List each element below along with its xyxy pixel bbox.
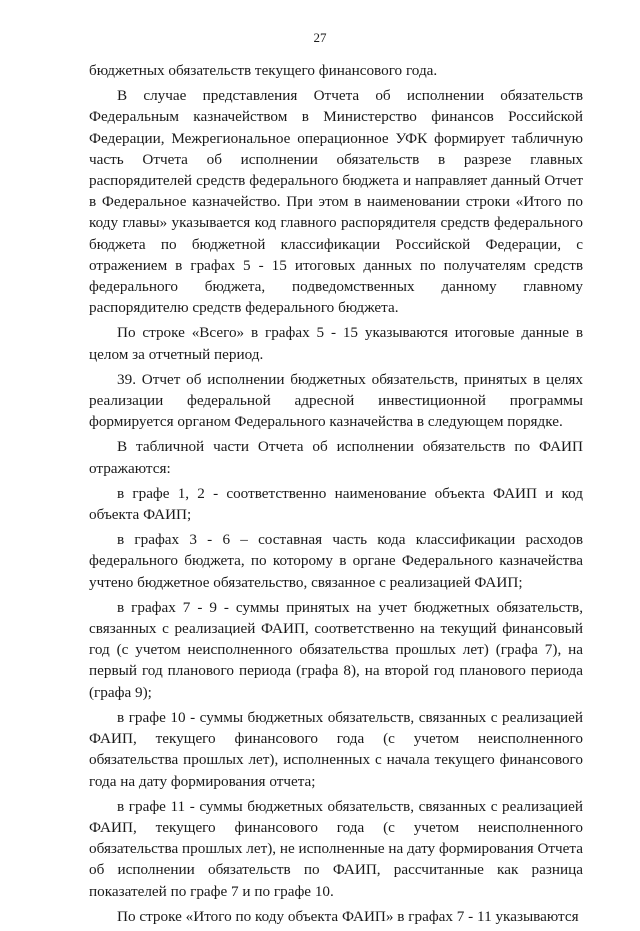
- paragraph-columns-1-2: в графе 1, 2 - соответственно наименование объекта ФАИП и код объекта ФАИП;: [89, 484, 583, 524]
- paragraph-columns-3-6: в графах 3 - 6 – составная часть кода классификации расходов федерального бюджета, по которому в органе Федерального казначейства учтено бюджетное обязательство, связанное с реализацией ФАИП;: [89, 531, 583, 591]
- paragraph-faip-total-row: По строке «Итого по коду объекта ФАИП» в графах 7 - 11 указываются: [117, 907, 579, 925]
- paragraph-faip-table-intro: В табличной части Отчета об исполнении обязательств по ФАИП отражаются:: [89, 438, 583, 477]
- paragraph-columns-7-9: в графах 7 - 9 - суммы принятых на учет бюджетных обязательств, связанных с реализацией ФАИП, соответственно на текущий финансовый год (с учетом неисполненного обязательства прошлых лет) (графа 7), на первый год планового периода (графа 8), на второй год планового периода (графа 9);: [89, 598, 583, 701]
- paragraph-continuation: бюджетных обязательств текущего финансового года.: [89, 62, 438, 79]
- paragraph-total-row: По строке «Всего» в графах 5 - 15 указываются итоговые данные в целом за отчетный период.: [89, 324, 583, 363]
- paragraph-ufk-report: В случае представления Отчета об исполнении обязательств Федеральным казначейством в Министерство финансов Российской Федерации, Межрегиональное операционное УФК формирует табличную часть Отчета об исполнении обязательств в разрезе главных распорядителей средств федерального бюджета и направляет данный Отчет в Федеральное казначейство. При этом в наименовании строки «Итого по коду главы» указывается код главного распорядителя средств федерального бюджета по бюджетной классификации Российской Федерации, с отражением в графах 5 - 15 итоговых данных по получателям средств федерального бюджета, подведомственных данному главному распорядителю средств федерального бюджета.: [89, 87, 583, 317]
- document-body: [89, 60, 583, 931]
- paragraph-column-10: в графе 10 - суммы бюджетных обязательств, связанных с реализацией ФАИП, текущего финансового года (с учетом неисполненного обязательства прошлых лет), исполненных с начала текущего финансового года на дату формирования отчета;: [89, 708, 583, 790]
- paragraph-column-11: в графе 11 - суммы бюджетных обязательств, связанных с реализацией ФАИП, текущего финансового года (с учетом неисполненного обязательства прошлых лет), не исполненные на дату формирования Отчета об исполнении обязательств по ФАИП, рассчитанные как разница показателей по графе 7 и по графе 10.: [89, 797, 583, 900]
- paragraph-item-39: 39. Отчет об исполнении бюджетных обязательств, принятых в целях реализации федеральной адресной инвестиционной программы формируется органом Федерального казначейства в следующем порядке.: [89, 370, 583, 431]
- page-number: 27: [313, 30, 327, 45]
